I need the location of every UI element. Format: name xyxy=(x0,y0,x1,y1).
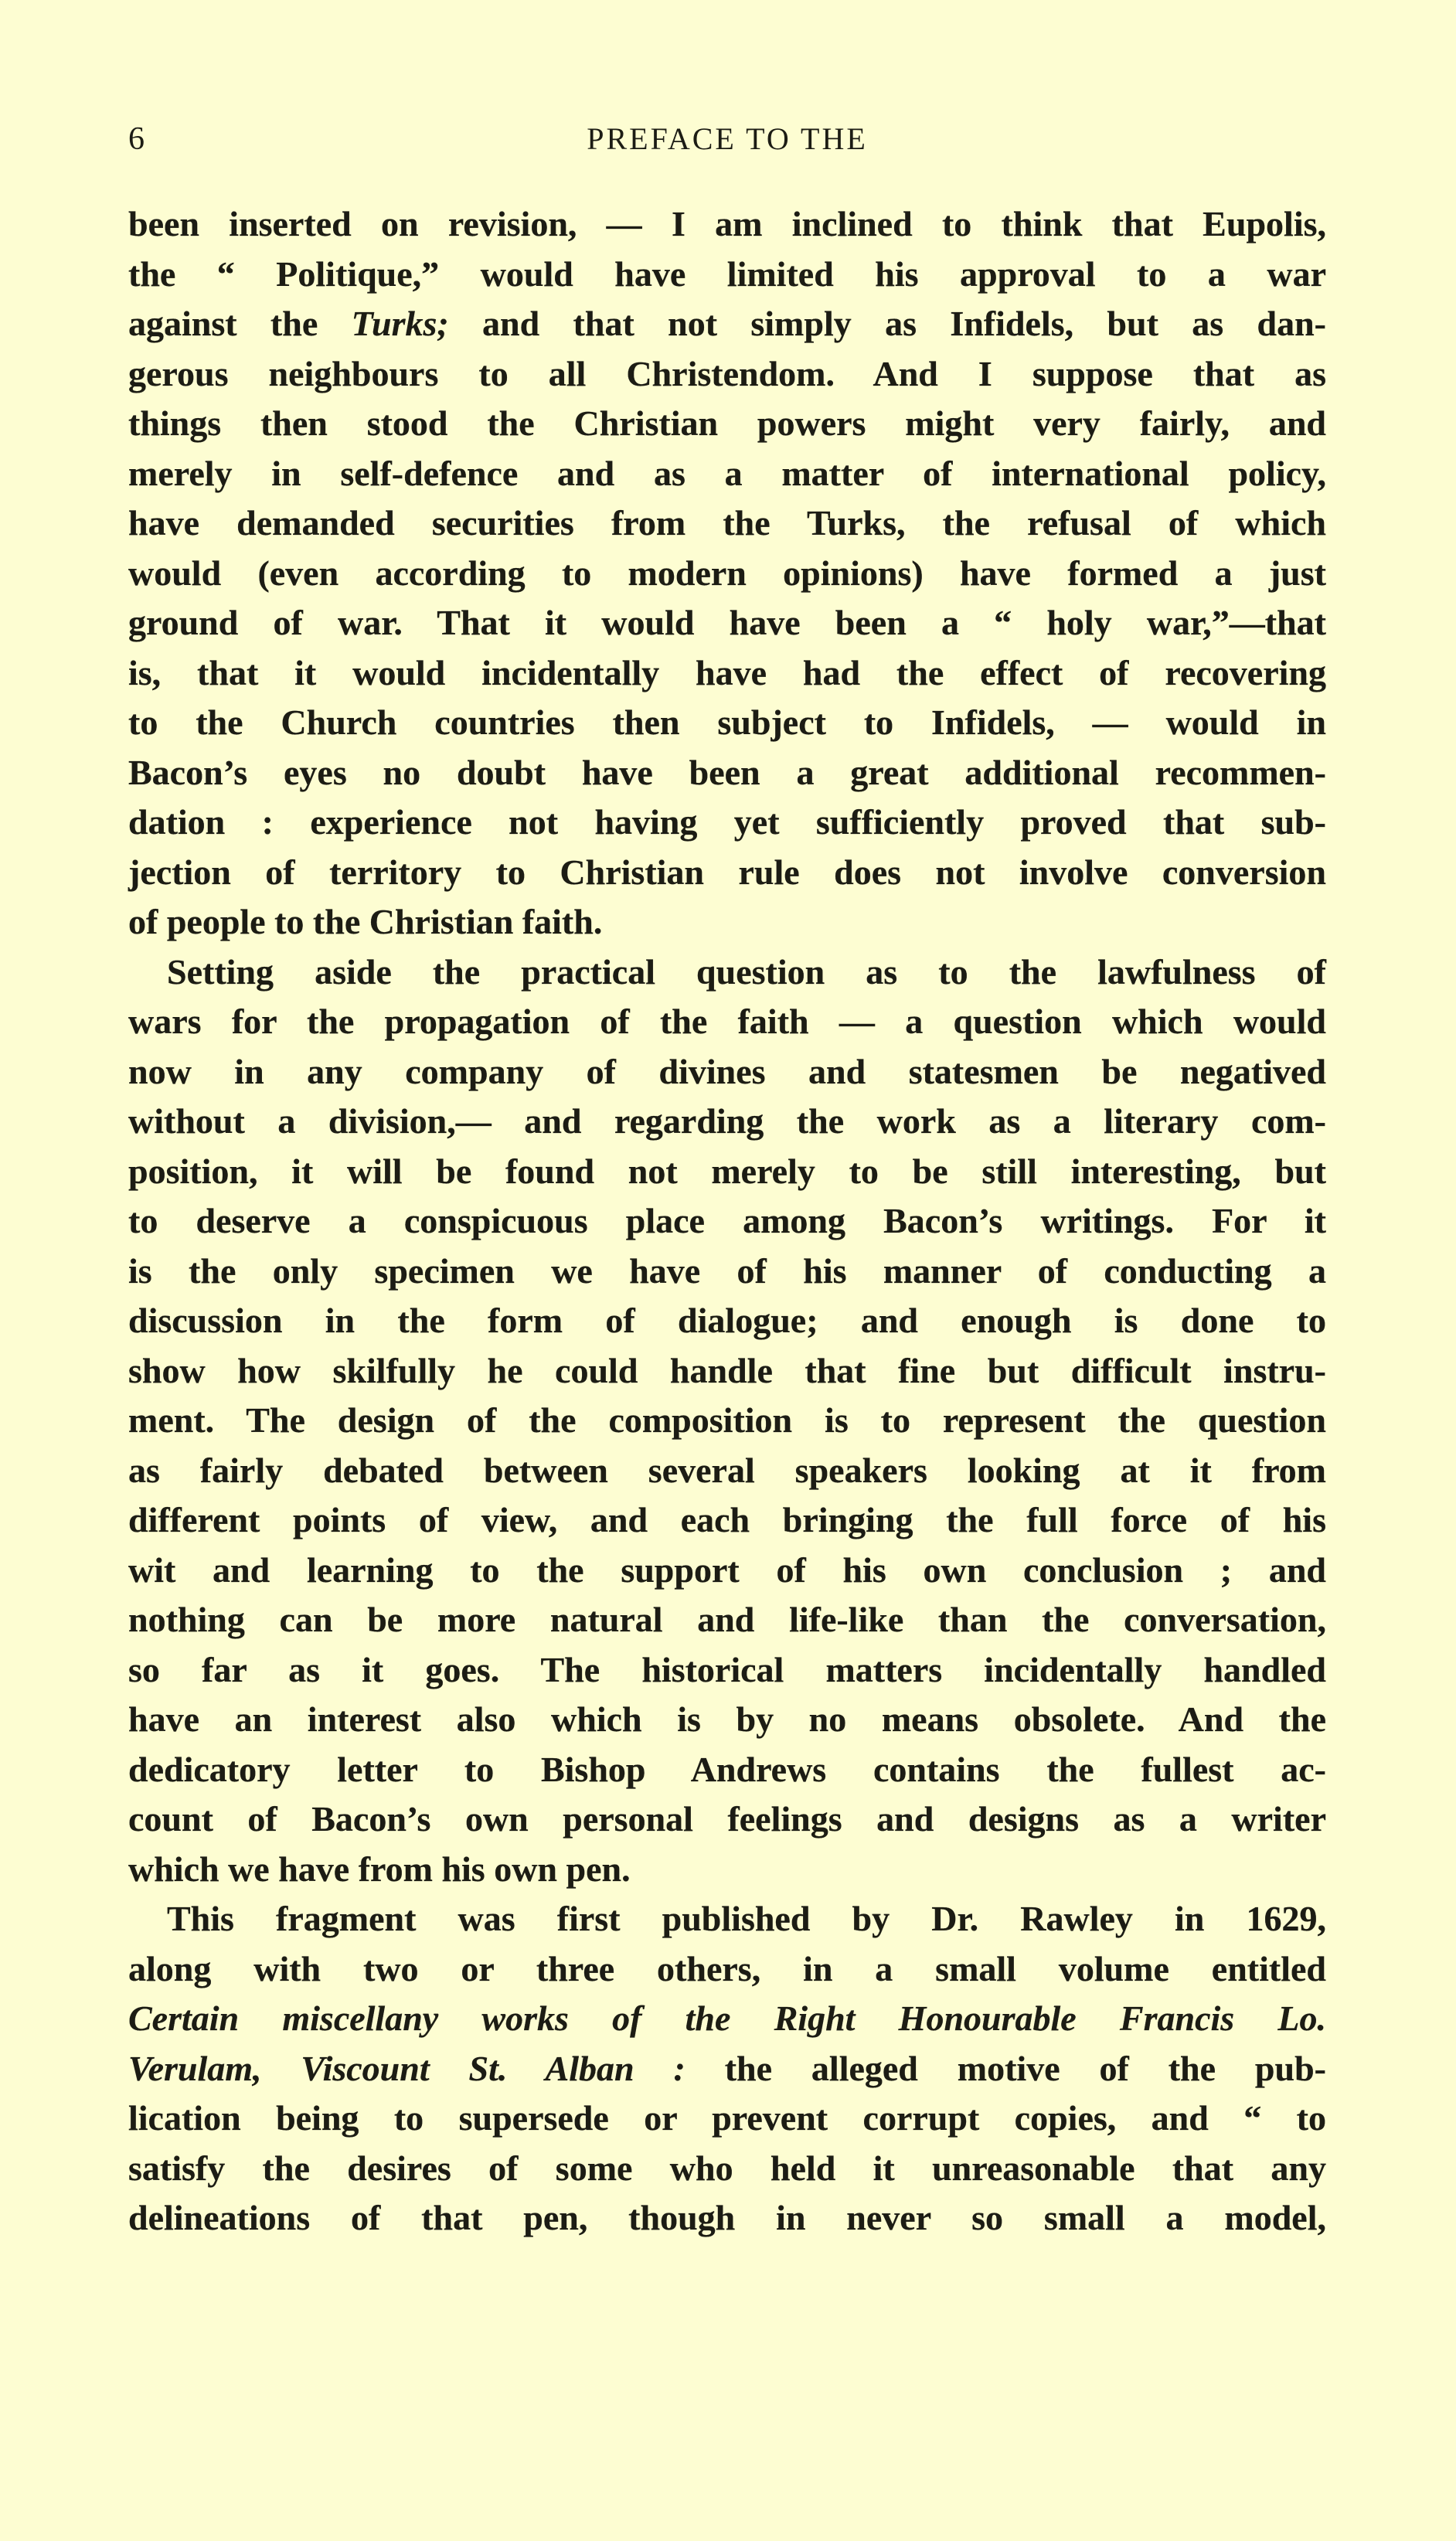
text-line: have demanded securities from the Turks, the refusal of which xyxy=(128,503,1326,543)
text-line: to deserve a conspicuous place among Bacon’s writings. For it xyxy=(128,1201,1326,1240)
text-line: been inserted on revision, — I am inclined to think that Eupolis, xyxy=(128,204,1326,243)
page-number: 6 xyxy=(128,121,145,157)
text-line: gerous neighbours to all Christendom. And I suppose that as xyxy=(128,353,1326,393)
italic-term: Turks; xyxy=(351,304,449,343)
text-line: position, it will be found not merely to be still interesting, but xyxy=(128,1151,1326,1191)
text-line: show how skilfully he could handle that fine but difficult instru- xyxy=(128,1350,1326,1390)
running-title: PREFACE TO THE xyxy=(587,121,868,156)
text-line: now in any company of divines and statesmen be negatived xyxy=(128,1051,1326,1091)
text-line: wit and learning to the support of his own conclusion ; and xyxy=(128,1549,1326,1590)
text-line: would (even according to modern opinions) have formed a just xyxy=(128,553,1326,593)
text-line: satisfy the desires of some who held it unreasonable that any xyxy=(128,2148,1326,2188)
italic-title: Verulam, Viscount St. Alban : xyxy=(128,2048,685,2088)
running-head xyxy=(128,116,1326,162)
text-line: different points of view, and each bringing the full force of his xyxy=(128,1500,1326,1539)
text-line: dedicatory letter to Bishop Andrews contains the fullest ac- xyxy=(128,1749,1326,1789)
text-line: merely in self-defence and as a matter of international policy, xyxy=(128,453,1326,493)
text-line: is the only specimen we have of his manner of conducting a xyxy=(128,1250,1326,1291)
text-line: lication being to supersede or prevent corrupt copies, and “ to xyxy=(128,2098,1326,2138)
text-line: This fragment was first published by Dr. Rawley in 1629, xyxy=(167,1899,1326,1938)
body-text xyxy=(128,199,1326,2243)
italic-title-line: Certain miscellany works of the Right Honourable Francis Lo. xyxy=(128,1998,1326,2038)
text-line: to the Church countries then subject to Infidels, — would in xyxy=(128,702,1326,742)
text-line: ground of war. That it would have been a “ holy war,”—that xyxy=(128,603,1326,642)
text-line: which we have from his own pen. xyxy=(128,1849,631,1889)
text-line: ment. The design of the composition is to represent the question xyxy=(128,1400,1326,1440)
text-segment: against the xyxy=(128,304,352,343)
text-line: dation : experience not having yet sufficiently proved that sub- xyxy=(128,802,1326,842)
text-line: wars for the propagation of the faith — a question which would xyxy=(128,1002,1326,1041)
text-line: count of Bacon’s own personal feelings and designs as a writer xyxy=(128,1799,1326,1839)
text-line: jection of territory to Christian rule does not involve conversion xyxy=(128,852,1326,892)
text-line: nothing can be more natural and life-like than the conversation, xyxy=(128,1600,1326,1639)
text-line: so far as it goes. The historical matters incidentally handled xyxy=(128,1649,1326,1689)
text-line: without a division,— and regarding the work as a literary com- xyxy=(128,1101,1326,1141)
text-line: delineations of that pen, though in never so small a model, xyxy=(128,2198,1326,2237)
text-segment: the alleged motive of the pub- xyxy=(685,2048,1326,2088)
text-line: Setting aside the practical question as to the lawfulness of xyxy=(167,951,1326,992)
text-line: things then stood the Christian powers might very fairly, and xyxy=(128,403,1326,443)
text-line: as fairly debated between several speakers looking at it from xyxy=(128,1450,1326,1490)
text-line xyxy=(128,299,1326,349)
text-line xyxy=(128,2044,1326,2094)
text-line: is, that it would incidentally have had the effect of recovering xyxy=(128,652,1326,692)
text-line: along with two or three others, in a small volume entitled xyxy=(128,1948,1326,1988)
text-line: of people to the Christian faith. xyxy=(128,902,603,941)
text-line: Bacon’s eyes no doubt have been a great additional recommen- xyxy=(128,752,1326,792)
text-line: the “ Politique,” would have limited his approval to a war xyxy=(128,253,1326,294)
text-line: have an interest also which is by no means obsolete. And the xyxy=(128,1699,1326,1739)
text-segment: and that not simply as Infidels, but as dan- xyxy=(448,304,1326,343)
text-line: discussion in the form of dialogue; and enough is done to xyxy=(128,1301,1326,1340)
